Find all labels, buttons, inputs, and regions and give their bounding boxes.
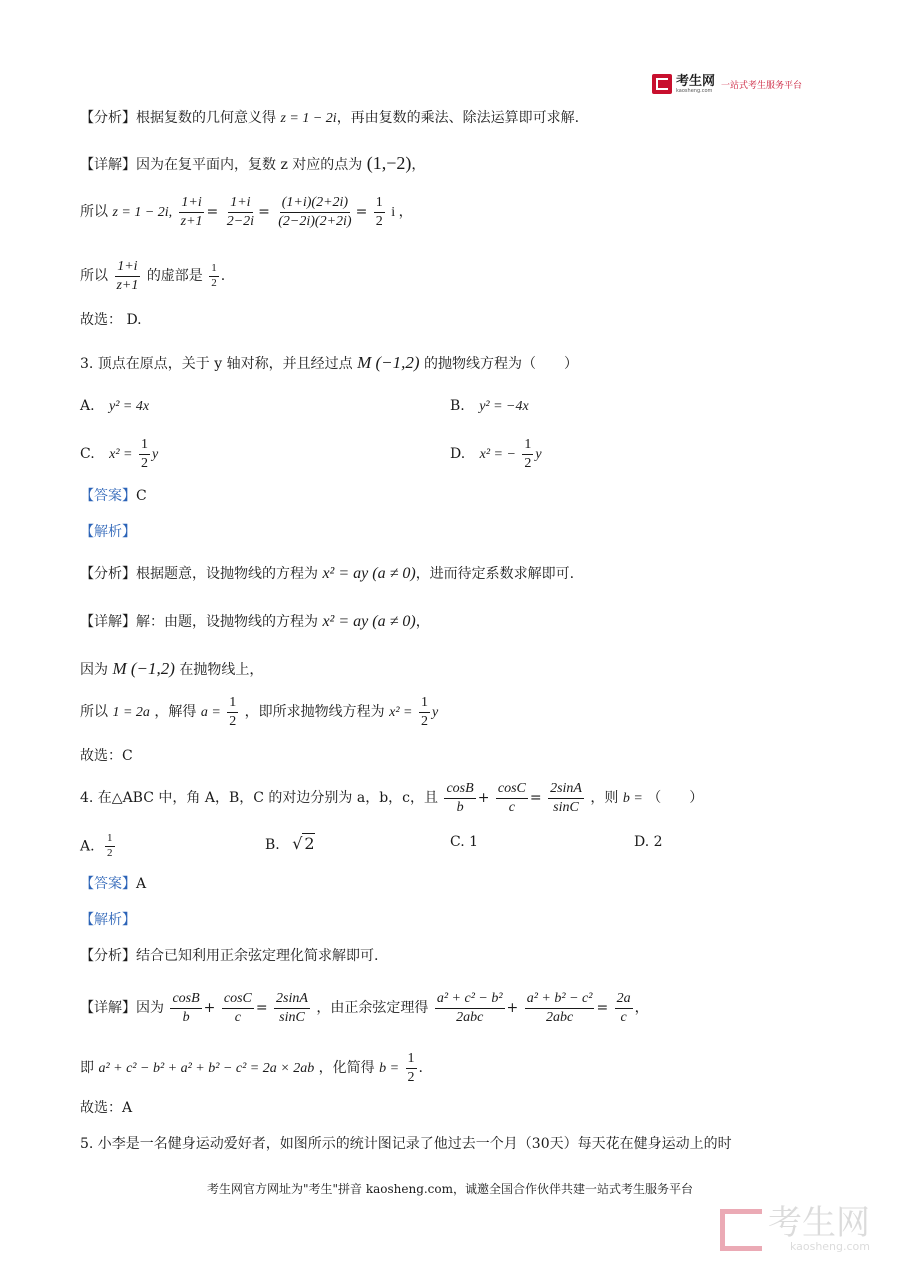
fraction [444, 780, 475, 816]
answer-tag: 【答案】 [80, 876, 136, 892]
q4-option-b [265, 834, 315, 853]
page-footer: 考生网官方网址为"考生"拼音 kaosheng.com，诚邀全国合作伙伴共建一站式考生服务平台 [206, 1182, 694, 1196]
option-label: C. [80, 446, 95, 462]
fraction [222, 990, 254, 1026]
denominator: 2 [375, 213, 383, 229]
q3-option-c [80, 436, 158, 472]
fraction [548, 780, 584, 816]
equation: 1 = 2a [112, 705, 150, 720]
fraction [114, 258, 140, 294]
text: i ， [391, 205, 413, 220]
equation: x² = [389, 705, 413, 720]
denominator: b [456, 799, 464, 815]
equation: a² + c² − b² + a² + b² − c² = 2a × 2ab [98, 1061, 315, 1076]
equation: x² = ay (a ≠ 0) [322, 613, 416, 630]
watermark-text-group [768, 1203, 870, 1253]
q4-detail: 【详解】因为 $\frac{\cos B}{b}$ + $\frac{\cos C}{c}$ = $\frac{2\sin A}{\sin C}$ ，由正余弦定理得 $\frac{\text{a² + c² − b²}}{\text{2abc}}$ + $\frac{\text{a² + b² − c²}}{\text{2abc}}$ = $\frac{2a}{c}$ ， [80, 991, 649, 1025]
denominator: 2abc [545, 1009, 574, 1025]
option-math: y² = −4x [479, 399, 529, 414]
q3-analysis [80, 562, 574, 586]
numerator: cosC [222, 990, 254, 1009]
fraction [170, 990, 201, 1026]
denominator: 2 [229, 713, 237, 729]
watermark-text: 考生网 [768, 1203, 870, 1243]
fraction [105, 832, 115, 861]
watermark-logo-icon [720, 1209, 762, 1251]
text: 即 [80, 1060, 94, 1076]
fraction [225, 194, 256, 230]
watermark [720, 1203, 870, 1253]
numerator: 1 [522, 436, 533, 455]
denominator: sinC [553, 799, 579, 815]
q2-so2 [80, 258, 225, 294]
text: ，由正余弦定理得 [316, 1000, 429, 1016]
point: M (−1,2) [357, 353, 420, 372]
q3-option-a [80, 398, 149, 415]
numerator: (1+i)(2+2i) [280, 194, 350, 213]
answer-value: C [136, 488, 147, 504]
logo-text-group [676, 75, 715, 94]
q4-ji [80, 1050, 423, 1086]
numerator: 2sinA [548, 780, 584, 799]
q2-analysis [80, 108, 579, 129]
numerator: 1 [139, 436, 150, 455]
option-math: y [151, 447, 159, 462]
q3-answer [80, 486, 147, 507]
q3-so [80, 694, 438, 730]
equation: b = [379, 1061, 400, 1076]
detail-tag: 【详解】 [80, 157, 136, 173]
text: 在抛物线上， [179, 662, 264, 678]
text: ，化简得 [318, 1060, 375, 1076]
text: 因为 [136, 1000, 164, 1016]
numerator: a² + c² − b² [435, 990, 505, 1009]
text: ， [634, 1000, 649, 1016]
fraction [139, 436, 150, 472]
logo-brand: 考生网 [676, 73, 716, 89]
denominator: 2 [524, 455, 532, 471]
q2-detail [80, 150, 425, 177]
q4-option-c: C. 1 [450, 834, 479, 850]
text: 根据题意，设抛物线的方程为 [136, 566, 318, 582]
text: 4. 在△ABC 中，角 A，B，C 的对边分别为 a，b，c，且 [80, 790, 439, 806]
sqrt-icon: √ [292, 834, 303, 853]
logo-slogan: 一站式考生服务平台 [721, 80, 803, 91]
fraction [276, 194, 353, 230]
denominator: c [234, 1009, 241, 1025]
text: ，再由复数的乘法、除法运算即可求解. [336, 110, 580, 126]
answer-tag: 【答案】 [80, 488, 136, 504]
numerator: 2sinA [274, 990, 310, 1009]
q4-option-a [80, 832, 117, 861]
analysis-tag: 【分析】 [80, 110, 136, 126]
q3-stem [80, 350, 578, 376]
text: 结合已知利用正余弦定理化简求解即可. [136, 948, 379, 964]
text: 所以 [80, 704, 108, 720]
denominator: z+1 [116, 277, 139, 293]
text: （ ） [647, 790, 704, 806]
q3-option-d [450, 436, 542, 472]
text: 所以 [80, 268, 108, 284]
q3-detail [80, 610, 430, 634]
numerator: 2a [615, 990, 633, 1009]
text: . [418, 1060, 423, 1076]
denominator: 2 [211, 276, 217, 289]
logo-brand-sub: kaosheng.com [676, 87, 713, 94]
q4-answer [80, 874, 146, 895]
q3-option-b [450, 398, 529, 415]
equation: a = [200, 705, 221, 720]
denominator: 2 [140, 455, 148, 471]
text: 解：由题，设抛物线的方程为 [136, 614, 318, 630]
fraction [227, 694, 238, 730]
option-label: B. [265, 837, 280, 853]
option-label: A. [80, 838, 95, 855]
fraction [274, 990, 310, 1026]
q5-stem: 5. 小李是一名健身运动爱好者，如图所示的统计图记录了他过去一个月（30天）每天花在健身运动上的时 [80, 1136, 732, 1152]
denominator: (2−2i)(2+2i) [278, 213, 352, 229]
numerator: 1 [105, 832, 115, 847]
detail-tag: 【详解】 [80, 614, 136, 630]
fraction [374, 194, 385, 230]
numerator: a² + b² − c² [525, 990, 595, 1009]
equation: x² = ay (a ≠ 0) [322, 565, 416, 582]
numerator: cosB [444, 780, 475, 799]
fraction [522, 436, 533, 472]
q3-because [80, 656, 263, 682]
fraction [525, 990, 595, 1026]
text: 的虚部是 [146, 268, 203, 284]
numerator: 1 [419, 694, 430, 713]
fraction [435, 990, 505, 1026]
option-label: B. [450, 398, 465, 414]
numerator: 1 [406, 1050, 417, 1069]
q4-final: 故选：A [80, 1100, 133, 1116]
equation: b = [622, 791, 643, 806]
answer-value: A [136, 876, 147, 892]
option-label: D. [450, 446, 466, 462]
equation: z = 1 − 2i [280, 111, 337, 126]
denominator: 2−2i [226, 213, 255, 229]
text: 3. 顶点在原点，关于 y 轴对称，并且经过点 [80, 356, 353, 372]
fraction [496, 780, 528, 816]
option-math: x² = [109, 447, 133, 462]
analysis-tag: 【分析】 [80, 566, 136, 582]
fraction [179, 194, 205, 230]
text: ， [411, 157, 426, 173]
text: ， [415, 614, 430, 630]
watermark-sub: kaosheng.com [789, 1240, 870, 1253]
denominator: 2abc [456, 1009, 484, 1025]
q3-jiexi-tag: 【解析】 [80, 524, 136, 540]
q4-analysis [80, 946, 378, 967]
numerator: 1 [209, 262, 219, 277]
q4-stem: 4. 在△ABC 中，角 A，B，C 的对边分别为 a，b，c，且 $\frac{\cos B}{b}$ + $\frac{\cos C}{c}$ = $\frac{2\sin A}{\sin C}$ ，则 b = （ ） [80, 781, 704, 815]
text: 所以 [80, 204, 108, 220]
fraction [419, 694, 430, 730]
numerator: 1 [227, 694, 238, 713]
numerator: 1+i [228, 194, 252, 213]
fraction [209, 262, 219, 291]
text: 的抛物线方程为（ ） [424, 356, 578, 372]
text: 因为 [80, 662, 108, 678]
numerator: 1+i [179, 194, 203, 213]
text: . [220, 268, 226, 284]
text: 因为在复平面内，复数 z 对应的点为 [136, 157, 363, 173]
option-label: A. [80, 398, 95, 414]
q4-option-d: D. 2 [634, 834, 663, 850]
denominator: 2 [407, 1069, 415, 1085]
text: ，进而待定系数求解即可. [415, 566, 575, 582]
option-math: y² = 4x [109, 399, 150, 414]
option-math: 2 [304, 834, 315, 853]
text: ，则 [590, 790, 619, 806]
text: ，解得 [154, 704, 197, 720]
numerator: 1+i [115, 258, 139, 277]
text: 根据复数的几何意义得 [136, 110, 276, 126]
q2-so1: 所以 z = 1 − 2i, $\frac{1+i}{z+1}$ = $\frac{1+i}{2-2i}$ = $\frac{(1+i)(2+2i)}{(2-2i)(2+2i)}$ = $\frac{1}{2}$ i ， [80, 195, 413, 229]
denominator: 2 [107, 846, 113, 859]
option-math: y [535, 447, 542, 462]
detail-tag: 【详解】 [80, 1000, 136, 1016]
option-math: x² = − [479, 447, 516, 462]
numerator: cosB [170, 990, 201, 1009]
header-logo [652, 74, 802, 94]
point: M (−1,2) [112, 659, 175, 678]
q4-jiexi-tag: 【解析】 [80, 912, 136, 928]
text: ，即所求抛物线方程为 [244, 704, 385, 720]
numerator: cosC [496, 780, 528, 799]
denominator: b [182, 1009, 190, 1025]
analysis-tag: 【分析】 [80, 948, 136, 964]
fraction [615, 990, 633, 1026]
equation: z = 1 − 2i, [112, 205, 173, 220]
fraction [406, 1050, 417, 1086]
equation: y [431, 705, 439, 720]
denominator: z+1 [180, 213, 203, 229]
denominator: c [508, 799, 515, 815]
q3-final: 故选：C [80, 748, 133, 764]
denominator: c [620, 1009, 627, 1025]
numerator: 1 [374, 194, 385, 213]
denominator: 2 [420, 713, 428, 729]
point: (1,−2) [366, 153, 412, 173]
denominator: sinC [279, 1009, 305, 1025]
logo-icon [652, 74, 672, 94]
q2-answer: 故选： D. [80, 312, 142, 328]
